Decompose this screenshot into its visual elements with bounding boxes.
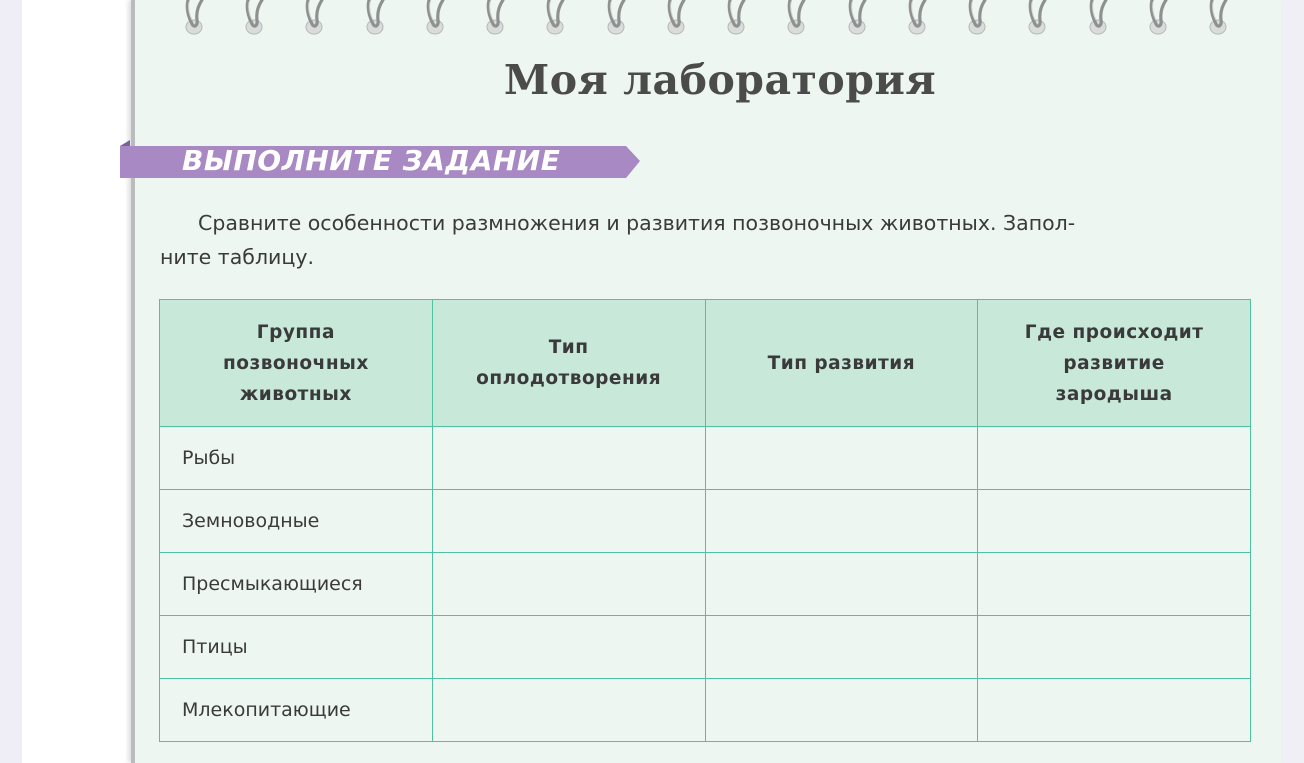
column-header-group: Группа позвоночных животных (160, 300, 433, 427)
spiral-ring-icon (778, 0, 814, 40)
table-row (160, 490, 1251, 553)
table-row (160, 616, 1251, 679)
cell-group: Млекопитающие (160, 679, 433, 742)
cell-development[interactable] (705, 427, 978, 490)
column-header-embryo-location: Где происходит развитие зародыша (978, 300, 1251, 427)
cell-fertilization[interactable] (432, 616, 705, 679)
spiral-binding (176, 0, 1236, 40)
spiral-ring-icon (417, 0, 453, 40)
cell-fertilization[interactable] (432, 490, 705, 553)
spiral-ring-icon (959, 0, 995, 40)
spiral-ring-icon (357, 0, 393, 40)
cell-development[interactable] (705, 679, 978, 742)
spiral-ring-icon (477, 0, 513, 40)
task-banner (120, 140, 642, 182)
cell-group: Рыбы (160, 427, 433, 490)
cell-embryo-location[interactable] (978, 490, 1251, 553)
cell-development[interactable] (705, 616, 978, 679)
cell-fertilization[interactable] (432, 427, 705, 490)
banner-label: ВЫПОЛНИТЕ ЗАДАНИЕ (182, 144, 561, 177)
cell-embryo-location[interactable] (978, 427, 1251, 490)
cell-fertilization[interactable] (432, 553, 705, 616)
cell-embryo-location[interactable] (978, 616, 1251, 679)
spiral-ring-icon (1080, 0, 1116, 40)
spiral-ring-icon (1019, 0, 1055, 40)
table-row (160, 427, 1251, 490)
right-background-strip (1277, 0, 1304, 763)
cell-group: Птицы (160, 616, 433, 679)
table-row (160, 553, 1251, 616)
cell-fertilization[interactable] (432, 679, 705, 742)
spiral-ring-icon (598, 0, 634, 40)
task-instruction: Сравните особенности размножения и развития позвоночных животных. Запол- ните таблицу. (160, 211, 1076, 269)
spiral-ring-icon (296, 0, 332, 40)
cell-group: Земноводные (160, 490, 433, 553)
spiral-ring-icon (1200, 0, 1236, 40)
cell-development[interactable] (705, 490, 978, 553)
spiral-ring-icon (1140, 0, 1176, 40)
left-background-strip (0, 0, 22, 763)
spiral-ring-icon (718, 0, 754, 40)
table-row (160, 679, 1251, 742)
spiral-ring-icon (537, 0, 573, 40)
cell-group: Пресмыкающиеся (160, 553, 433, 616)
spiral-ring-icon (839, 0, 875, 40)
column-header-fertilization: Тип оплодотворения (432, 300, 705, 427)
comparison-table (159, 299, 1251, 742)
spiral-ring-icon (899, 0, 935, 40)
page-title: Моя лаборатория (503, 56, 937, 104)
spiral-ring-icon (176, 0, 212, 40)
column-header-development: Тип развития (705, 300, 978, 427)
cell-embryo-location[interactable] (978, 679, 1251, 742)
table-header-row (160, 300, 1251, 427)
spiral-ring-icon (236, 0, 272, 40)
cell-development[interactable] (705, 553, 978, 616)
spiral-ring-icon (658, 0, 694, 40)
cell-embryo-location[interactable] (978, 553, 1251, 616)
